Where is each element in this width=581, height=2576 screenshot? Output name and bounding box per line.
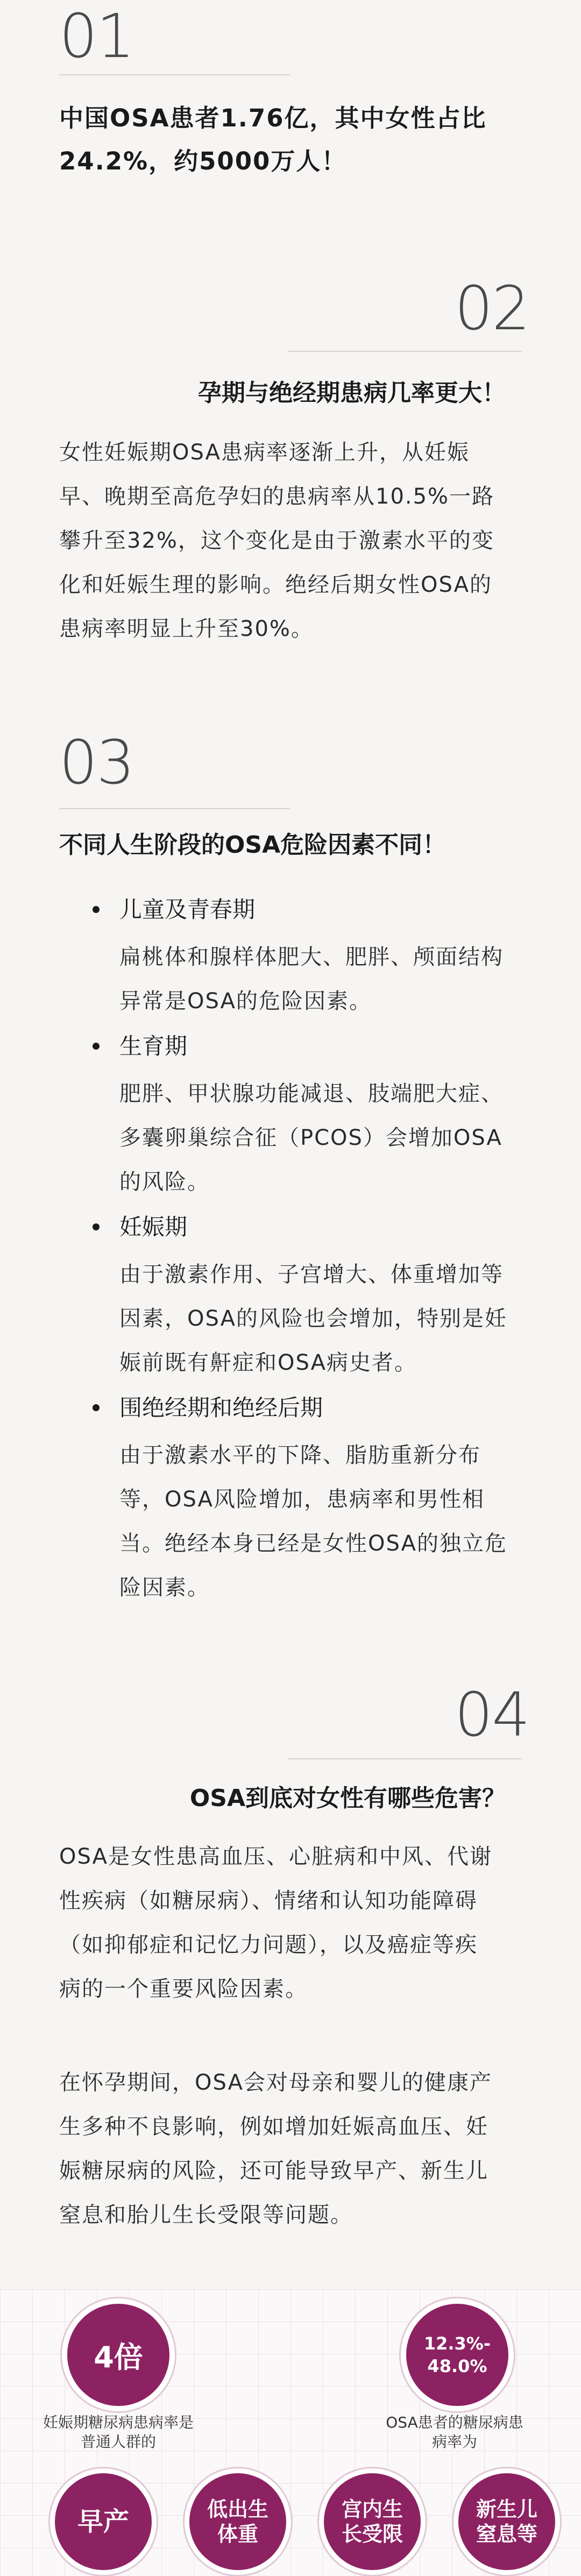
body-line: 化和妊娠生理的影响。绝经后期女性OSA的 [59,572,492,597]
stat-caption [16,2413,221,2452]
risk-label-line: 窒息等 [476,2522,537,2546]
bullet-dot [93,906,100,913]
list-item-desc [119,1433,507,1610]
list-item-desc [119,1252,507,1385]
desc-line: 险因素。 [119,1575,210,1600]
body-line: 患病率明显上升至30%。 [59,617,314,641]
section-heading [59,97,487,183]
desc-line: 由于激素作用、子宫增大、体重增加等 [119,1262,504,1287]
risk-circle-preterm [50,2468,157,2575]
section-heading: 孕期与绝经期患病几率更大！ [198,379,506,407]
body-line: 病的一个重要风险因素。 [59,1977,308,2001]
desc-line: 娠前既有鼾症和OSA病史者。 [119,1350,417,1375]
bullet-dot [93,1223,100,1230]
desc-line: 异常是OSA的危险因素。 [119,989,372,1014]
body-line: （如抑郁症和记忆力问题），以及癌症等疾 [59,1933,478,1957]
section-body [59,2061,492,2237]
list-item-desc [119,1072,504,1204]
bullet-dot [93,1043,100,1050]
section-number-03: 03 [59,728,134,798]
body-line: 娠糖尿病的风险，还可能导致早产、新生儿 [59,2159,488,2183]
body-line: 在怀孕期间，OSA会对母亲和婴儿的健康产 [59,2070,492,2095]
section-number-02: 02 [455,274,529,344]
risk-circle-neonatal-asphyxia [454,2468,560,2575]
caption-line: 妊娠期糖尿病患病率是 [42,2414,194,2431]
desc-line: 多囊卵巢综合征（PCOS）会增加OSA [119,1126,502,1150]
section-body [59,430,494,651]
section-number-04: 04 [455,1680,529,1750]
stat-caption [366,2413,543,2452]
desc-line: 肥胖、甲状腺功能减退、肢端肥大症、 [119,1081,504,1106]
section-divider [288,1758,522,1759]
body-line: 早、晚期至高危孕妇的患病率从10.5%一路 [59,484,495,509]
risk-label-line: 新生儿 [476,2497,537,2521]
stat-value-line: 48.0% [427,2356,487,2376]
body-line: 女性妊娠期OSA患病率逐渐上升，从妊娠 [59,440,470,465]
caption-line: 病率为 [431,2433,477,2451]
desc-line: 因素，OSA的风险也会增加，特别是妊 [119,1306,507,1331]
section-divider [59,808,290,809]
section-heading: 不同人生阶段的OSA危险因素不同！ [59,831,447,859]
body-line: 性疾病（如糖尿病）、情绪和认知功能障碍 [59,1888,478,1913]
risk-label-line: 体重 [217,2522,258,2546]
risk-circle-growth-restriction [319,2468,426,2575]
desc-line: 当。绝经本身已经是女性OSA的独立危 [119,1531,507,1556]
heading-line: 中国OSA患者1.76亿，其中女性占比 [59,104,487,132]
body-line: 攀升至32%，这个变化是由于激素水平的变 [59,528,494,553]
body-line: 生多种不良影响，例如增加妊娠高血压、妊 [59,2114,488,2139]
desc-line: 等，OSA风险增加，患病率和男性相 [119,1487,485,1512]
body-line: OSA是女性患高血压、心脏病和中风、代谢 [59,1844,492,1869]
risk-label-line: 低出生 [207,2497,268,2521]
list-item-desc [119,935,504,1023]
section-number-01: 01 [59,2,134,72]
caption-line: 普通人群的 [80,2433,156,2451]
list-item-title: 围绝经期和绝经后期 [119,1395,323,1421]
desc-line: 的风险。 [119,1170,210,1194]
risk-label-line: 长受限 [341,2522,403,2546]
section-divider [59,74,290,75]
stat-circle-4x [62,2298,175,2411]
list-item-title: 妊娠期 [119,1214,188,1240]
list-item-title: 儿童及青春期 [119,896,256,923]
risk-label: 早产 [77,2507,129,2537]
desc-line: 由于激素水平的下降、脂肪重新分布 [119,1443,481,1468]
body-line: 窒息和胎儿生长受限等问题。 [59,2203,353,2227]
stat-value-line: 12.3%- [423,2333,491,2354]
section-divider [288,351,522,352]
caption-line: OSA患者的糖尿病患 [386,2414,523,2431]
heading-line: 24.2%，约5000万人！ [59,147,347,175]
list-item-title: 生育期 [119,1033,188,1059]
risk-label-line: 宫内生 [341,2497,403,2521]
stat-value: 4倍 [94,2340,143,2374]
section-heading: OSA到底对女性有哪些危害？ [189,1785,506,1812]
desc-line: 扁桃体和腺样体肥大、肥胖、颅面结构 [119,945,504,969]
risk-circle-low-birth-weight [185,2468,291,2575]
bullet-dot [93,1404,100,1411]
stat-circle-percent [401,2298,514,2411]
section-body [59,1835,492,2011]
